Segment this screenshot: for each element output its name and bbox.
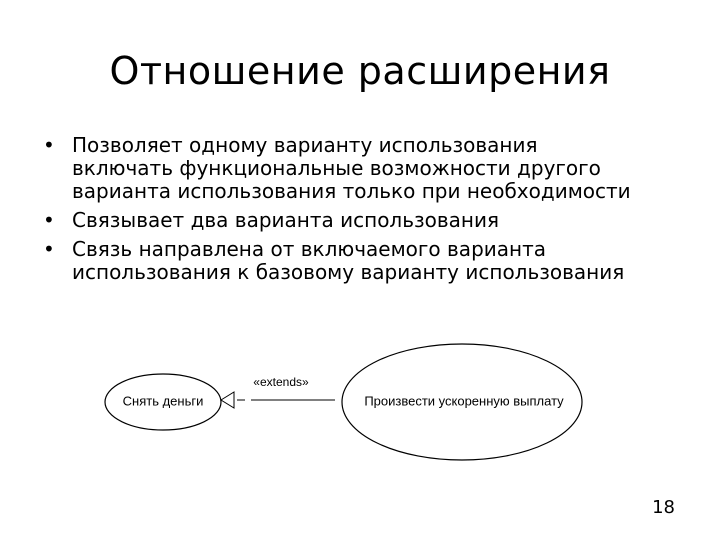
bullet-text: Связь направлена от включаемого варианта использования к базовому варианту использования bbox=[72, 237, 625, 284]
page-number: 18 bbox=[652, 497, 675, 518]
extends-arrowhead bbox=[221, 392, 234, 408]
bullet-marker: • bbox=[43, 237, 55, 261]
bullet-marker: • bbox=[43, 208, 55, 232]
bullet-text: Связывает два варианта использования bbox=[72, 208, 500, 232]
bullet-text: Позволяет одному варианту использования включать функциональные возможности другого варианта использования только при необходимости bbox=[72, 133, 631, 203]
slide-title: Отношение расширения bbox=[109, 49, 611, 93]
bullet-marker: • bbox=[43, 133, 55, 157]
use-case-label-left: Снять деньги bbox=[122, 393, 204, 409]
extends-label: «extends» bbox=[253, 375, 309, 389]
use-case-label-right: Произвести ускоренную выплату bbox=[364, 393, 564, 409]
